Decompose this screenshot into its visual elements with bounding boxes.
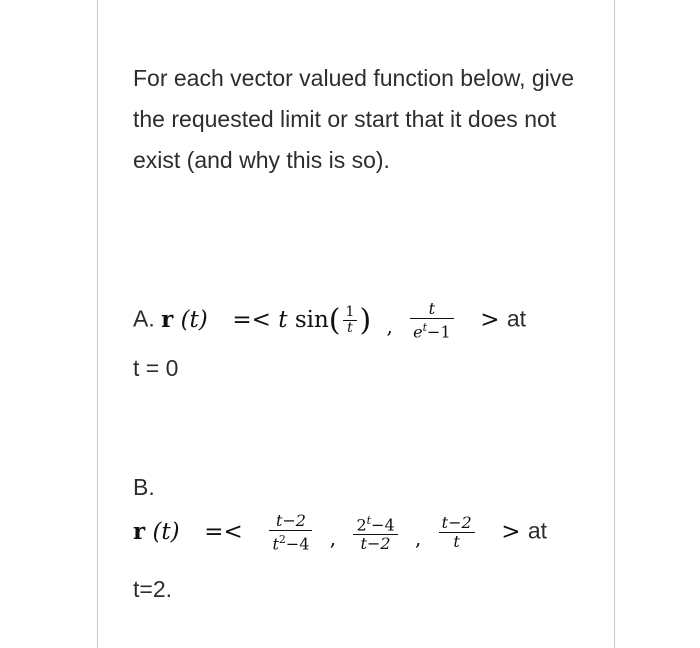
part-a-at: at	[506, 305, 527, 332]
part-a-comp2-num: t	[410, 300, 453, 319]
part-a-equals-open: =<	[232, 306, 271, 333]
part-a-func-name: r	[161, 305, 174, 333]
part-a-comp1-num: 1	[343, 305, 358, 321]
part-b-point: t=2.	[133, 576, 173, 602]
part-b-comp1-den-exp: 2	[278, 533, 286, 546]
part-b-comp3-den: t	[453, 532, 460, 552]
intro-text: For each vector valued function below, give the requested limit or start that it does not exist (and why this is so).	[133, 65, 575, 173]
part-a-close: >	[480, 306, 500, 333]
part-b-at: at	[527, 517, 548, 544]
part-a-comp2-den-exp: t	[422, 321, 428, 334]
part-a-comp2-den-rest: −1	[427, 322, 451, 342]
part-a-comp1-coef: t	[278, 306, 288, 333]
part-b-comp1-den-rest: −4	[285, 534, 310, 554]
part-b-func-name: r	[133, 517, 146, 545]
part-b-comp1-num: t−2	[269, 512, 312, 531]
part-b-comp1-den-base: t	[272, 534, 279, 554]
part-b-comp2-num-exp: t	[366, 514, 372, 527]
part-a-label: A.	[133, 305, 155, 332]
part-a-comp1-den: t	[347, 320, 353, 337]
part-b-equals-open: =<	[204, 518, 243, 545]
part-a-expression: A. r (t) =< t sin( $\frac{1}{t}$ ) , $\frac{t}{e^t-1}$ > at	[133, 299, 527, 342]
part-a-point: t = 0	[133, 355, 179, 381]
part-a-func-arg: (t)	[180, 306, 208, 333]
part-b-func-arg: (t)	[152, 518, 180, 545]
part-b-expression: r (t) =< $\frac{t-2}{t^2-4}$ , $\frac{2^t-4}{t-2}$ , $\frac{t-2}{t}$ > at	[133, 511, 548, 554]
part-b-comp2-den: t−2	[360, 534, 391, 554]
part-b-comp3-num: t−2	[439, 514, 475, 533]
part-b-comp2-num-rest: −4	[371, 515, 395, 535]
part-a-comp2-den-base: e	[413, 322, 423, 342]
part-b-label: B.	[133, 474, 155, 500]
part-b-close: >	[501, 518, 521, 545]
part-b-comp2-num-base: 2	[356, 515, 367, 535]
part-a-comp1-fn: sin	[294, 306, 329, 333]
